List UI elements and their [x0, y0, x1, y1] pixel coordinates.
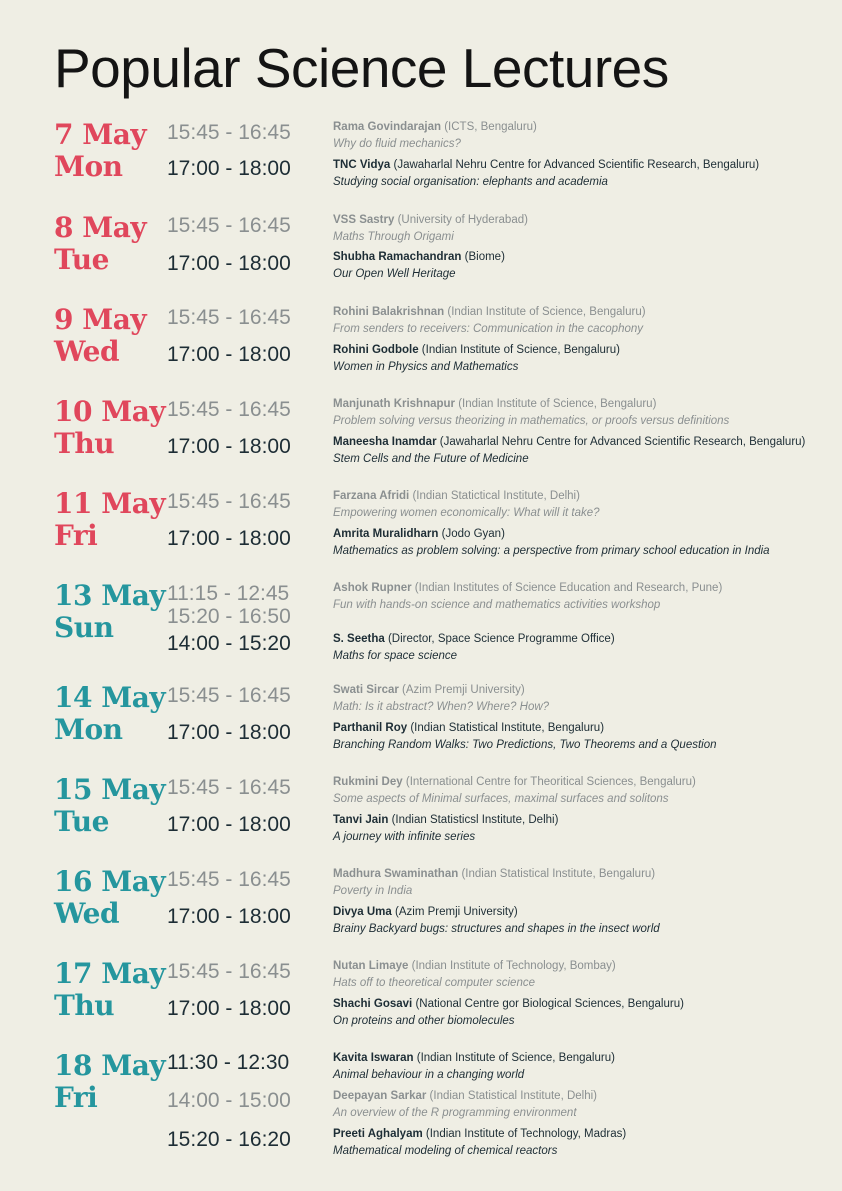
talk-title: Empowering women economically: What will it take?: [333, 507, 600, 519]
day-weekday: Tue: [54, 805, 109, 838]
talk-time: 17:00 - 18:00: [167, 721, 291, 744]
talk-time: 14:00 - 15:00: [167, 1089, 291, 1112]
talk-title: An overview of the R programming environment: [333, 1107, 577, 1119]
day-weekday: Sun: [54, 611, 114, 644]
talk-affiliation: (Jawaharlal Nehru Centre for Advanced Scientific Research, Bengaluru): [390, 159, 760, 171]
talk-title: Maths for space science: [333, 650, 458, 662]
talk-time: 17:00 - 18:00: [167, 905, 291, 928]
day-label: [54, 682, 165, 746]
talk-affiliation: (Indian Statistical Institute, Bengaluru): [407, 722, 605, 734]
day-weekday: Wed: [54, 335, 120, 368]
talk-speaker-line: [333, 631, 615, 648]
page-title: Popular Science Lectures: [54, 37, 669, 99]
talk-speaker-line: [333, 1050, 615, 1067]
talk-time: 15:45 - 16:45: [167, 121, 291, 144]
talk-entry: [333, 904, 660, 938]
talk-entry: [333, 304, 646, 338]
talk-speaker: Preeti Aghalyam: [333, 1128, 423, 1140]
talk-affiliation: (Indian Institute of Science, Bengaluru): [418, 344, 620, 356]
talk-entry: [333, 157, 759, 191]
talk-speaker-line: [333, 434, 805, 451]
day-date: 9 May: [54, 303, 147, 336]
talk-speaker: Ashok Rupner: [333, 582, 412, 594]
talk-entry: [333, 682, 549, 716]
day-weekday: Fri: [54, 1081, 98, 1114]
day-date: 7 May: [54, 118, 147, 151]
talk-speaker-line: [333, 774, 696, 791]
talk-entry: [333, 488, 600, 522]
talk-affiliation: (Indian Institutes of Science Education and Research, Pune): [411, 582, 723, 594]
talk-affiliation: (Indian Institute of Science, Bengaluru): [413, 1052, 615, 1064]
talk-time: 15:20 - 16:20: [167, 1128, 291, 1151]
talk-speaker: TNC Vidya: [333, 159, 391, 171]
talk-affiliation: (Indian Statisticsl Institute, Delhi): [388, 814, 559, 826]
talk-speaker-line: [333, 1126, 626, 1143]
talk-speaker: Maneesha Inamdar: [333, 436, 437, 448]
talk-speaker-line: [333, 720, 717, 737]
talk-title: Mathematics as problem solving: a perspective from primary school education in India: [333, 545, 770, 557]
talk-time: 17:00 - 18:00: [167, 997, 291, 1020]
talk-time: 17:00 - 18:00: [167, 435, 291, 458]
talk-title: From senders to receivers: Communication in the cacophony: [333, 323, 644, 335]
day-date: 17 May: [54, 957, 166, 990]
talk-speaker-line: [333, 396, 729, 413]
day-label: [54, 1050, 165, 1114]
talk-title: Why do fluid mechanics?: [333, 138, 461, 150]
talk-time: 15:45 - 16:45: [167, 868, 291, 891]
talk-time: 17:00 - 18:00: [167, 252, 291, 275]
talk-title: Mathematical modeling of chemical reactors: [333, 1145, 558, 1157]
talk-title: Problem solving versus theorizing in mathematics, or proofs versus definitions: [333, 415, 730, 427]
talk-speaker: Amrita Muralidharn: [333, 528, 439, 540]
talk-speaker-line: [333, 996, 684, 1013]
talk-speaker-line: [333, 488, 600, 505]
talk-affiliation: (Indian Institute of Technology, Bombay): [408, 960, 616, 972]
talk-speaker: Shubha Ramachandran: [333, 251, 462, 263]
talk-time: 15:45 - 16:45: [167, 214, 291, 237]
talk-time: 11:15 - 12:45: [167, 582, 290, 605]
talk-entry: [333, 249, 505, 283]
day-label: [54, 304, 146, 368]
talk-affiliation: (Director, Space Science Programme Office): [384, 633, 615, 645]
talk-title: Hats off to theoretical computer science: [333, 977, 535, 989]
talk-speaker: Nutan Limaye: [333, 960, 409, 972]
talk-title: Fun with hands-on science and mathematics activities workshop: [333, 599, 661, 611]
talk-speaker: Rama Govindarajan: [333, 121, 442, 133]
day-weekday: Fri: [54, 519, 98, 552]
talk-affiliation: (Azim Premji University): [391, 906, 518, 918]
talk-entry: [333, 396, 729, 430]
talk-entry: [333, 866, 655, 900]
talk-entry: [333, 996, 684, 1030]
talk-affiliation: (Biome): [461, 251, 505, 263]
talk-speaker: Deepayan Sarkar: [333, 1090, 427, 1102]
talk-speaker-line: [333, 904, 660, 921]
talk-time: 15:45 - 16:45: [167, 776, 291, 799]
talk-speaker: Manjunath Krishnapur: [333, 398, 456, 410]
talk-affiliation: (International Centre for Theoritical Sciences, Bengaluru): [402, 776, 696, 788]
day-date: 13 May: [54, 579, 166, 612]
talk-entry: [333, 526, 770, 560]
talk-speaker-line: [333, 157, 759, 174]
talk-title: Animal behaviour in a changing world: [333, 1069, 525, 1081]
talk-title: Maths Through Origami: [333, 231, 454, 243]
talk-speaker-line: [333, 812, 558, 829]
talk-speaker: Kavita Iswaran: [333, 1052, 414, 1064]
day-weekday: Wed: [54, 897, 120, 930]
talk-title: Stem Cells and the Future of Medicine: [333, 453, 529, 465]
talk-speaker-line: [333, 342, 620, 359]
talk-entry: [333, 342, 620, 376]
talk-time: 17:00 - 18:00: [167, 813, 291, 836]
talk-title: Math: Is it abstract? When? Where? How?: [333, 701, 550, 713]
day-weekday: Thu: [54, 427, 115, 460]
day-date: 10 May: [54, 395, 166, 428]
talk-speaker: S. Seetha: [333, 633, 385, 645]
talk-speaker: VSS Sastry: [333, 214, 395, 226]
talk-time: 17:00 - 18:00: [167, 157, 291, 180]
talk-speaker: Rohini Balakrishnan: [333, 306, 445, 318]
talk-speaker-line: [333, 119, 537, 136]
talk-entry: [333, 958, 616, 992]
talk-title: Branching Random Walks: Two Predictions, Two Theorems and a Question: [333, 739, 717, 751]
talk-affiliation: (Indian Statictical Institute, Delhi): [409, 490, 580, 502]
talk-entry: [333, 812, 558, 846]
talk-speaker: Swati Sircar: [333, 684, 399, 696]
day-label: [54, 212, 146, 276]
day-weekday: Mon: [54, 713, 123, 746]
talk-speaker: Divya Uma: [333, 906, 392, 918]
talk-affiliation: (Indian Institute of Science, Bengaluru): [455, 398, 657, 410]
talk-entry: [333, 631, 615, 665]
day-label: [54, 119, 146, 183]
talk-title: On proteins and other biomolecules: [333, 1015, 515, 1027]
talk-affiliation: (ICTS, Bengaluru): [441, 121, 537, 133]
talk-time: 15:45 - 16:45: [167, 684, 291, 707]
talk-speaker: Farzana Afridi: [333, 490, 410, 502]
day-label: [54, 866, 165, 930]
talk-entry: [333, 1126, 626, 1160]
talk-speaker-line: [333, 526, 770, 543]
talk-time: 15:45 - 16:45: [167, 398, 291, 421]
talk-time: 15:45 - 16:45: [167, 960, 291, 983]
talk-time: 14:00 - 15:20: [167, 632, 291, 655]
day-weekday: Mon: [54, 150, 123, 183]
talk-affiliation: (National Centre gor Biological Sciences, Bengaluru): [412, 998, 684, 1010]
talk-time: 15:45 - 16:45: [167, 490, 291, 513]
day-date: 16 May: [54, 865, 166, 898]
day-date: 8 May: [54, 211, 147, 244]
talk-speaker-line: [333, 249, 505, 266]
talk-entry: [333, 1088, 597, 1122]
day-weekday: Thu: [54, 989, 115, 1022]
talk-title: Brainy Backyard bugs: structures and shapes in the insect world: [333, 923, 660, 935]
talk-time: 17:00 - 18:00: [167, 527, 291, 550]
talk-speaker: Tanvi Jain: [333, 814, 389, 826]
talk-time: 11:30 - 12:30: [167, 1051, 290, 1074]
talk-affiliation: (Azim Premji University): [398, 684, 525, 696]
day-weekday: Tue: [54, 243, 109, 276]
talk-speaker-line: [333, 958, 616, 975]
day-label: [54, 580, 165, 644]
talk-speaker-line: [333, 212, 528, 229]
talk-speaker-line: [333, 682, 549, 699]
talk-speaker-line: [333, 304, 646, 321]
talk-speaker-line: [333, 866, 655, 883]
day-label: [54, 488, 165, 552]
day-label: [54, 958, 165, 1022]
talk-speaker: Shachi Gosavi: [333, 998, 413, 1010]
day-label: [54, 774, 165, 838]
talk-time: 17:00 - 18:00: [167, 343, 291, 366]
day-label: [54, 396, 165, 460]
talk-affiliation: (University of Hyderabad): [394, 214, 528, 226]
talk-speaker: Parthanil Roy: [333, 722, 408, 734]
talk-title: Some aspects of Minimal surfaces, maximal surfaces and solitons: [333, 793, 669, 805]
talk-entry: [333, 1050, 615, 1084]
talk-speaker: Madhura Swaminathan: [333, 868, 459, 880]
talk-entry: [333, 580, 722, 614]
talk-title: Women in Physics and Mathematics: [333, 361, 519, 373]
talk-entry: [333, 434, 805, 468]
day-date: 18 May: [54, 1049, 166, 1082]
talk-speaker: Rohini Godbole: [333, 344, 419, 356]
talk-affiliation: (Jawaharlal Nehru Centre for Advanced Scientific Research, Bengaluru): [436, 436, 806, 448]
talk-entry: [333, 212, 528, 246]
day-date: 11 May: [54, 487, 166, 520]
talk-affiliation: (Indian Institute of Science, Bengaluru): [444, 306, 646, 318]
talk-title: Our Open Well Heritage: [333, 268, 456, 280]
talk-speaker: Rukmini Dey: [333, 776, 403, 788]
talk-entry: [333, 119, 537, 153]
talk-affiliation: (Jodo Gyan): [438, 528, 505, 540]
talk-affiliation: (Indian Institute of Technology, Madras): [422, 1128, 627, 1140]
talk-time: 15:45 - 16:45: [167, 306, 291, 329]
talk-title: Poverty in India: [333, 885, 413, 897]
talk-title: Studying social organisation: elephants and academia: [333, 176, 608, 188]
talk-speaker-line: [333, 1088, 597, 1105]
talk-entry: [333, 774, 696, 808]
talk-affiliation: (Indian Statistical Institute, Bengaluru): [458, 868, 656, 880]
day-date: 14 May: [54, 681, 166, 714]
day-date: 15 May: [54, 773, 166, 806]
talk-title: A journey with infinite series: [333, 831, 476, 843]
talk-time-second-session: 15:20 - 16:50: [167, 605, 291, 628]
talk-affiliation: (Indian Statistical Institute, Delhi): [426, 1090, 598, 1102]
talk-speaker-line: [333, 580, 722, 597]
talk-entry: [333, 720, 717, 754]
